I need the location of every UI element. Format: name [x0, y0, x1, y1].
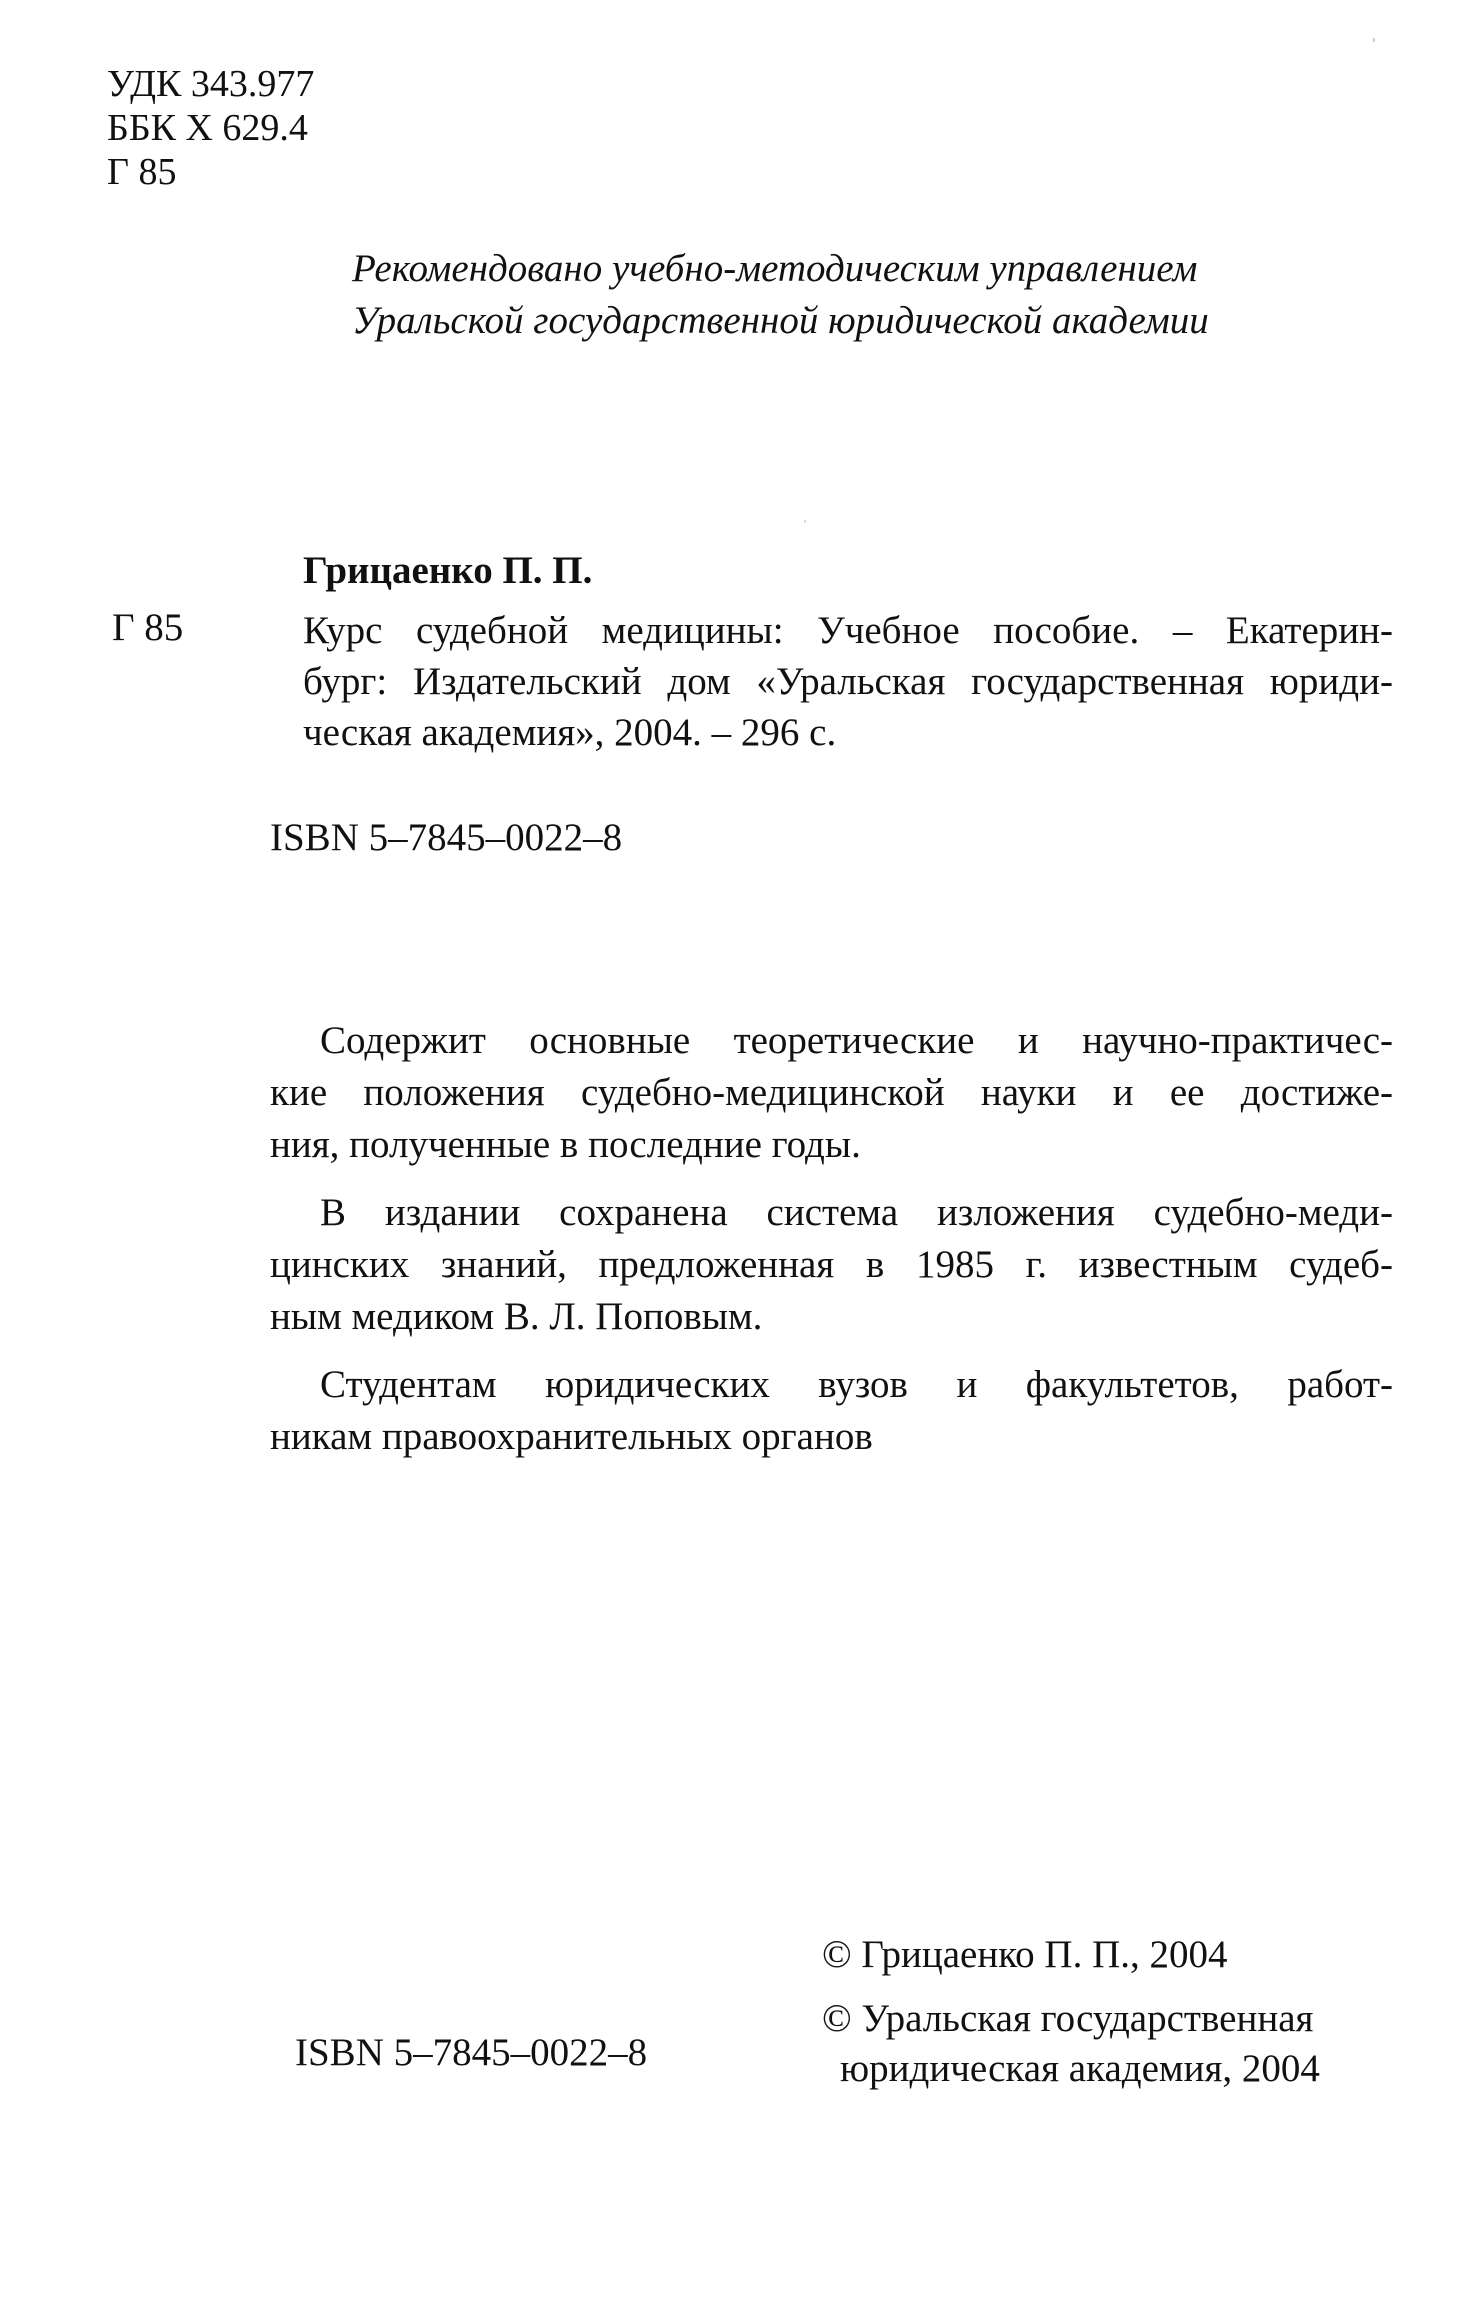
- isbn-footer: ISBN 5–7845–0022–8: [295, 2031, 648, 2074]
- annotation-line: ния, полученные в последние годы.: [270, 1123, 861, 1166]
- author-name: Грицаенко П. П.: [303, 549, 593, 592]
- annotation-line: ным медиком В. Л. Поповым.: [270, 1295, 763, 1338]
- udk-code: УДК 343.977: [107, 63, 315, 105]
- annotation-line: Содержит основные теоретические и научно-практичес-: [320, 1019, 1393, 1062]
- description-line: Курс судебной медицины: Учебное пособие. – Екатерин-: [303, 609, 1393, 652]
- bbk-code: ББК Х 629.4: [107, 107, 308, 149]
- copyright-block: [822, 1930, 1320, 2094]
- classification-block: [107, 62, 314, 194]
- annotation-line: В издании сохранена система изложения судебно-меди-: [320, 1191, 1393, 1234]
- description-line: бург: Издательский дом «Уральская государственная юриди-: [303, 660, 1393, 703]
- annotation-line: кие положения судебно-медицинской науки и ее достиже-: [270, 1071, 1393, 1114]
- annotation-paragraph: [270, 1187, 1393, 1343]
- author-mark-code: Г 85: [107, 151, 177, 193]
- copyright-publisher: © Уральская государственная: [822, 1997, 1314, 2040]
- recommendation-line: Уральской государственной юридической академии: [352, 299, 1209, 342]
- copyright-publisher-continued: юридическая академия, 2004: [840, 2047, 1320, 2090]
- recommendation-line: Рекомендовано учебно-методическим управлением: [352, 247, 1198, 290]
- isbn-entry: ISBN 5–7845–0022–8: [270, 816, 623, 859]
- annotation: [270, 1015, 1393, 1479]
- bibliographic-description: [303, 605, 1393, 758]
- recommendation-note: [352, 243, 1209, 347]
- annotation-line: Студентам юридических вузов и факультетов, работ-: [320, 1363, 1393, 1406]
- annotation-line: цинских знаний, предложенная в 1985 г. известным судеб-: [270, 1243, 1393, 1286]
- annotation-line: никам правоохранительных органов: [270, 1415, 873, 1458]
- copyright-author: © Грицаенко П. П., 2004: [822, 1933, 1228, 1976]
- scan-speck: [1373, 38, 1375, 42]
- description-line: ческая академия», 2004. – 296 с.: [303, 711, 837, 754]
- annotation-paragraph: [270, 1015, 1393, 1171]
- scan-speck: [804, 520, 806, 523]
- annotation-paragraph: [270, 1359, 1393, 1463]
- entry-author-mark: Г 85: [112, 606, 184, 649]
